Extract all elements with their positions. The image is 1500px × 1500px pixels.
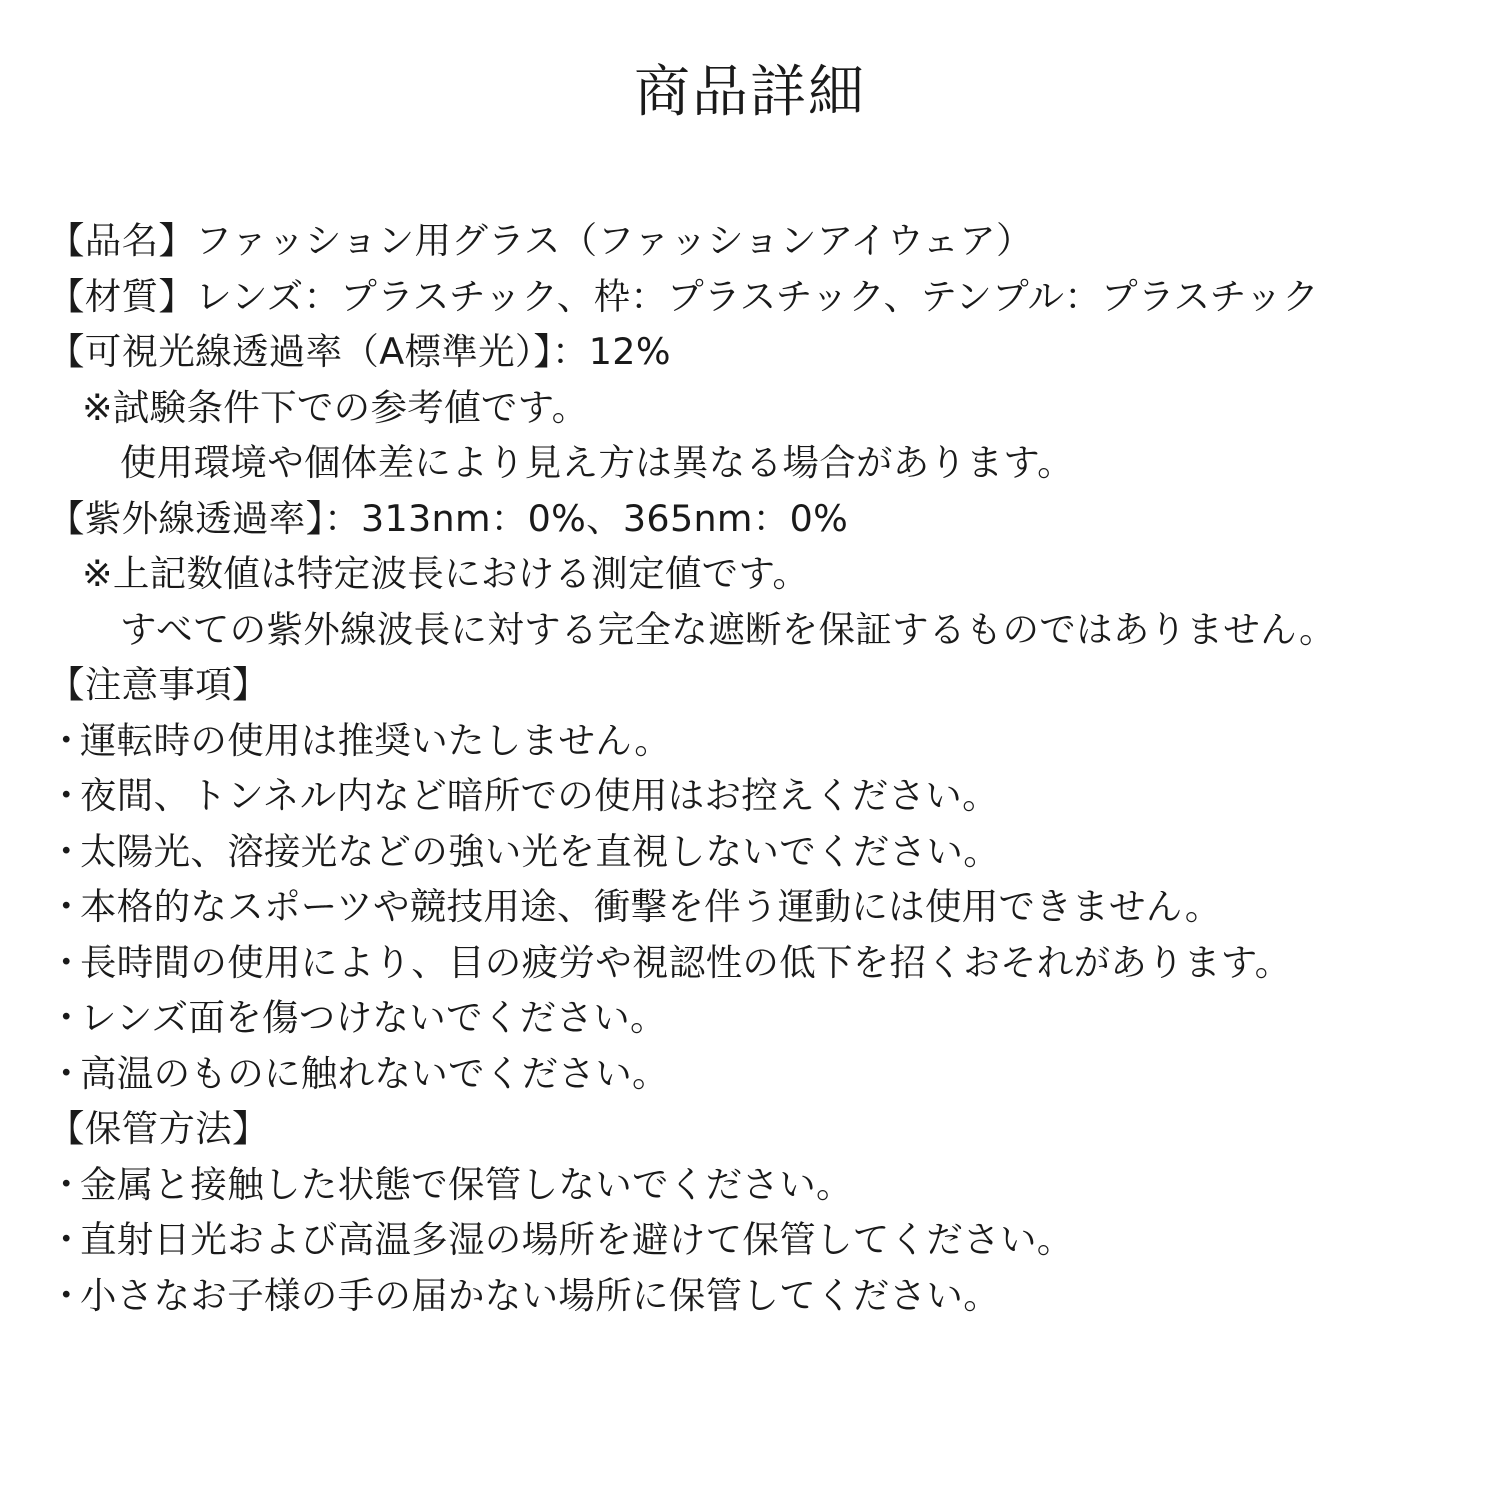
cautions-list — [48, 713, 1468, 1102]
bullet: ・ — [48, 940, 85, 984]
list-item-text: 本格的なスポーツや競技用途、衝撃を伴う運動には使用できません。 — [80, 885, 1222, 928]
spec-uv-transmittance: 【紫外線透過率】：313nm：0%、365nm：0% — [48, 496, 849, 540]
list-item — [48, 990, 1468, 1046]
list-item — [48, 1268, 1468, 1324]
list-item — [48, 1157, 1468, 1213]
list-item-text: 金属と接触した状態で保管しないでください。 — [80, 1162, 853, 1206]
list-item — [48, 824, 1468, 880]
bullet: ・ — [48, 996, 85, 1039]
list-item — [48, 935, 1468, 991]
list-item-text: 直射日光および高温多湿の場所を避けて保管してください。 — [80, 1218, 1074, 1261]
page-title: 商品詳細 — [634, 60, 866, 125]
list-item — [48, 1046, 1468, 1102]
storage-list — [48, 1157, 1468, 1324]
spec-product-name: 【品名】ファッション用グラス（ファッションアイウェア） — [48, 219, 1033, 262]
bullet: ・ — [48, 1162, 85, 1206]
list-item-text: 長時間の使用により、目の疲労や視認性の低下を招くおそれがあります。 — [80, 940, 1292, 984]
spec-material: 【材質】レンズ：プラスチック、枠：プラスチック、テンプル：プラスチック — [48, 274, 1320, 318]
visible-light-note-detail: 使用環境や個体差により見え方は異なる場合があります。 — [120, 441, 1074, 484]
bullet: ・ — [48, 718, 85, 762]
list-item-text: 太陽光、溶接光などの強い光を直視しないでください。 — [80, 829, 1000, 873]
spec-visible-light-transmittance: 【可視光線透過率（A標準光）】：12% — [48, 330, 671, 373]
list-item-text: 夜間、トンネル内など暗所での使用はお控えください。 — [80, 774, 999, 817]
list-item — [48, 879, 1468, 935]
list-item-text: 小さなお子様の手の届かない場所に保管してください。 — [80, 1273, 1000, 1317]
cautions-heading: 【注意事項】 — [48, 663, 269, 706]
bullet: ・ — [48, 1218, 85, 1261]
product-details — [48, 213, 1468, 1323]
bullet: ・ — [48, 829, 85, 873]
bullet: ・ — [48, 1273, 85, 1317]
bullet: ・ — [48, 1051, 85, 1095]
visible-light-note: ※試験条件下での参考値です。 — [82, 385, 589, 429]
list-item — [48, 768, 1468, 824]
storage-heading: 【保管方法】 — [48, 1107, 269, 1150]
list-item — [48, 1212, 1468, 1268]
bullet: ・ — [48, 885, 85, 928]
uv-note: ※上記数値は特定波長における測定値です。 — [82, 552, 810, 595]
list-item — [48, 713, 1468, 769]
list-item-text: 高温のものに触れないでください。 — [80, 1051, 669, 1095]
list-item-text: 運転時の使用は推奨いたしません。 — [80, 718, 671, 762]
uv-note-detail: すべての紫外線波長に対する完全な遮断を保証するものではありません。 — [120, 607, 1336, 651]
bullet: ・ — [48, 774, 85, 817]
list-item-text: レンズ面を傷つけないでください。 — [80, 996, 667, 1039]
